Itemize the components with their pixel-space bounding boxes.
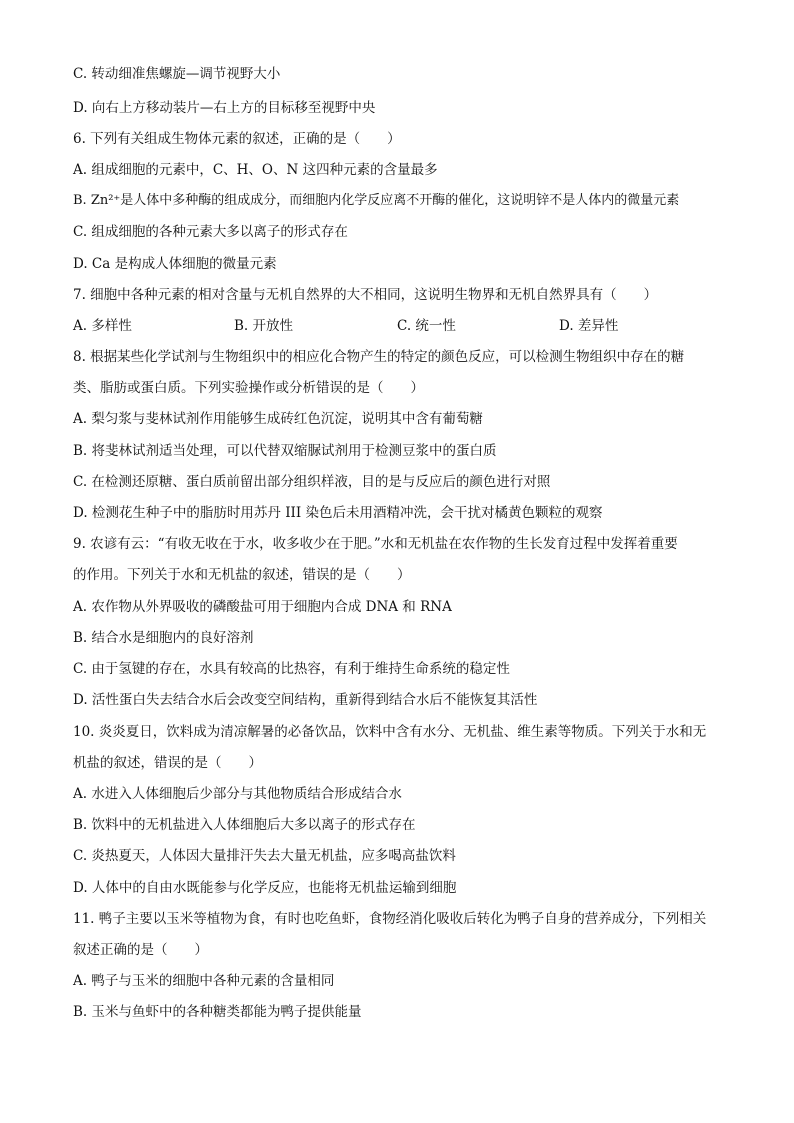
q10-stem-line1: 10. 炎炎夏日，饮料成为清凉解暑的必备饮品，饮料中含有水分、无机盐、维生素等物质。下列关于水和无 (73, 724, 707, 740)
q11-stem-line1: 11. 鸭子主要以玉米等植物为食，有时也吃鱼虾，食物经消化吸收后转化为鸭子自身的营养成分，下列相关 (73, 911, 707, 927)
q11-stem-line2: 叙述正确的是（ ） (73, 942, 208, 958)
q9-option-c: C. 由于氢键的存在，水具有较高的比热容，有利于维持生命系统的稳定性 (73, 661, 510, 677)
q6-option-b: B. Zn²⁺是人体中多种酶的组成成分，而细胞内化学反应离不开酶的催化，这说明锌不是人体内的微量元素 (73, 193, 680, 208)
q6-stem: 6. 下列有关组成生物体元素的叙述，正确的是（ ） (73, 131, 401, 147)
q8-option-c: C. 在检测还原糖、蛋白质前留出部分组织样液，目的是与反应后的颜色进行对照 (73, 474, 551, 490)
q8-stem-line1: 8. 根据某些化学试剂与生物组织中的相应化合物产生的特定的颜色反应，可以检测生物组织中存在的糖 (73, 349, 685, 365)
q9-stem-line2: 的作用。下列关于水和无机盐的叙述，错误的是（ ） (73, 567, 411, 583)
q7-option-a: A. 多样性 (73, 318, 132, 334)
q10-option-d: D. 人体中的自由水既能参与化学反应，也能将无机盐运输到细胞 (73, 880, 457, 896)
q8-option-a: A. 梨匀浆与斐林试剂作用能够生成砖红色沉淀，说明其中含有葡萄糖 (73, 411, 483, 427)
q9-stem-line1: 9. 农谚有云：“有收无收在于水，收多收少在于肥。”水和无机盐在农作物的生长发育过程中发挥着重要 (73, 536, 678, 552)
q7-option-d: D. 差异性 (559, 318, 619, 334)
q9-option-b: B. 结合水是细胞内的良好溶剂 (73, 630, 254, 646)
q8-stem-line2: 类、脂肪或蛋白质。下列实验操作或分析错误的是（ ） (73, 380, 424, 396)
q5-option-d: D. 向右上方移动装片—右上方的目标移至视野中央 (73, 100, 376, 116)
q9-option-d: D. 活性蛋白失去结合水后会改变空间结构，重新得到结合水后不能恢复其活性 (73, 692, 538, 708)
q8-option-d: D. 检测花生种子中的脂肪时用苏丹 III 染色后未用酒精冲洗，会干扰对橘黄色颗粒的观察 (73, 505, 603, 521)
q11-option-b: B. 玉米与鱼虾中的各种糖类都能为鸭子提供能量 (73, 1004, 362, 1020)
q6-option-c: C. 组成细胞的各种元素大多以离子的形式存在 (73, 224, 348, 240)
q10-option-a: A. 水进入人体细胞后少部分与其他物质结合形成结合水 (73, 786, 402, 802)
q8-option-b: B. 将斐林试剂适当处理，可以代替双缩脲试剂用于检测豆浆中的蛋白质 (73, 443, 497, 459)
q10-option-c: C. 炎热夏天，人体因大量排汗失去大量无机盐，应多喝高盐饮料 (73, 848, 456, 864)
q6-option-d: D. Ca 是构成人体细胞的微量元素 (73, 256, 277, 272)
q6-option-a: A. 组成细胞的元素中，C、H、O、N 这四种元素的含量最多 (73, 162, 438, 178)
q10-stem-line2: 机盐的叙述，错误的是（ ） (73, 755, 262, 771)
q7-option-b: B. 开放性 (234, 318, 294, 334)
q9-option-a: A. 农作物从外界吸收的磷酸盐可用于细胞内合成 DNA 和 RNA (73, 599, 452, 615)
q7-option-c: C. 统一性 (397, 318, 456, 334)
q10-option-b: B. 饮料中的无机盐进入人体细胞后大多以离子的形式存在 (73, 817, 416, 833)
q7-stem: 7. 细胞中各种元素的相对含量与无机自然界的大不相同，这说明生物界和无机自然界具有（ ） (73, 287, 658, 303)
q11-option-a: A. 鸭子与玉米的细胞中各种元素的含量相同 (73, 973, 335, 989)
q5-option-c: C. 转动细准焦螺旋—调节视野大小 (73, 66, 281, 82)
